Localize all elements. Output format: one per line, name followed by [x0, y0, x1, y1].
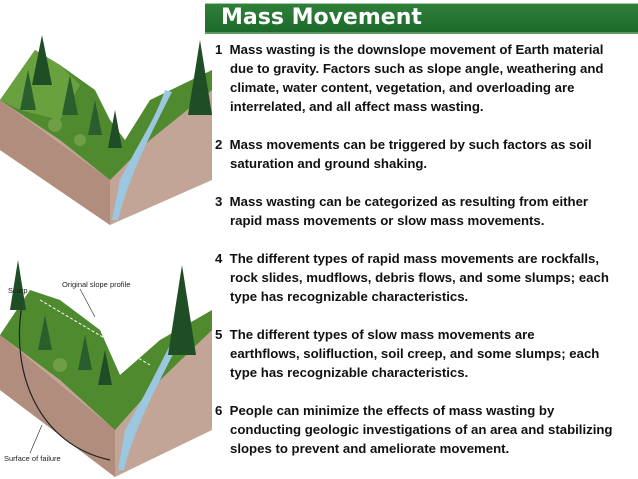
- point-4: [215, 249, 635, 306]
- title-band: [205, 3, 638, 32]
- slope-diagram-after: [0, 255, 212, 477]
- point-number: 4: [215, 251, 223, 266]
- tree-icon: [168, 265, 196, 355]
- point-line: saturation and ground shaking.: [230, 156, 428, 171]
- point-line: due to gravity. Factors such as slope angle, weathering and: [230, 61, 604, 76]
- point-3: [215, 192, 635, 230]
- points-list: [215, 40, 635, 477]
- shrub-icon: [74, 134, 86, 146]
- point-5: [215, 325, 635, 382]
- point-2: [215, 135, 635, 173]
- point-line: Mass wasting can be categorized as resulting from either: [229, 194, 589, 209]
- point-number: 6: [215, 403, 223, 418]
- point-line: rock slides, mudflows, debris flows, and some slumps; each: [230, 270, 609, 285]
- point-line: rapid mass movements or slow mass movements.: [230, 213, 545, 228]
- point-line: People can minimize the effects of mass wasting by: [229, 403, 555, 418]
- point-6: [215, 401, 635, 458]
- point-line: type has recognizable characteristics.: [230, 365, 469, 380]
- point-line: The different types of slow mass movements are: [229, 327, 535, 342]
- point-1: [215, 40, 635, 116]
- point-line: Mass wasting is the downslope movement of Earth material: [229, 42, 604, 57]
- point-line: slopes to prevent and ameliorate movement.: [230, 441, 510, 456]
- point-number: 5: [215, 327, 223, 342]
- point-line: Mass movements can be triggered by such factors as soil: [229, 137, 592, 152]
- point-line: type has recognizable characteristics.: [230, 289, 469, 304]
- label-original-slope: Original slope profile: [62, 280, 131, 289]
- point-number: 3: [215, 194, 223, 209]
- slope-diagram-before: [0, 30, 212, 225]
- title-bar: [0, 0, 638, 32]
- point-line: climate, water content, vegetation, and overloading are: [230, 80, 575, 95]
- point-line: The different types of rapid mass movements are rockfalls,: [229, 251, 600, 266]
- title-underline: [205, 32, 638, 34]
- shrub-icon: [48, 118, 62, 132]
- point-number: 2: [215, 137, 223, 152]
- shrub-icon: [53, 358, 67, 372]
- label-leader-line: [80, 289, 95, 317]
- label-surface-of-failure: Surface of failure: [4, 454, 61, 463]
- label-scarp: Scarp: [8, 286, 28, 295]
- point-line: conducting geologic investigations of an area and stabilizing: [230, 422, 613, 437]
- tree-icon: [10, 260, 26, 310]
- point-number: 1: [215, 42, 223, 57]
- slide-title: Mass Movement: [221, 5, 422, 30]
- point-line: interrelated, and all affect mass wasting.: [230, 99, 484, 114]
- point-line: earthflows, solifluction, soil creep, and some slumps; each: [230, 346, 600, 361]
- label-leader-line: [30, 425, 42, 453]
